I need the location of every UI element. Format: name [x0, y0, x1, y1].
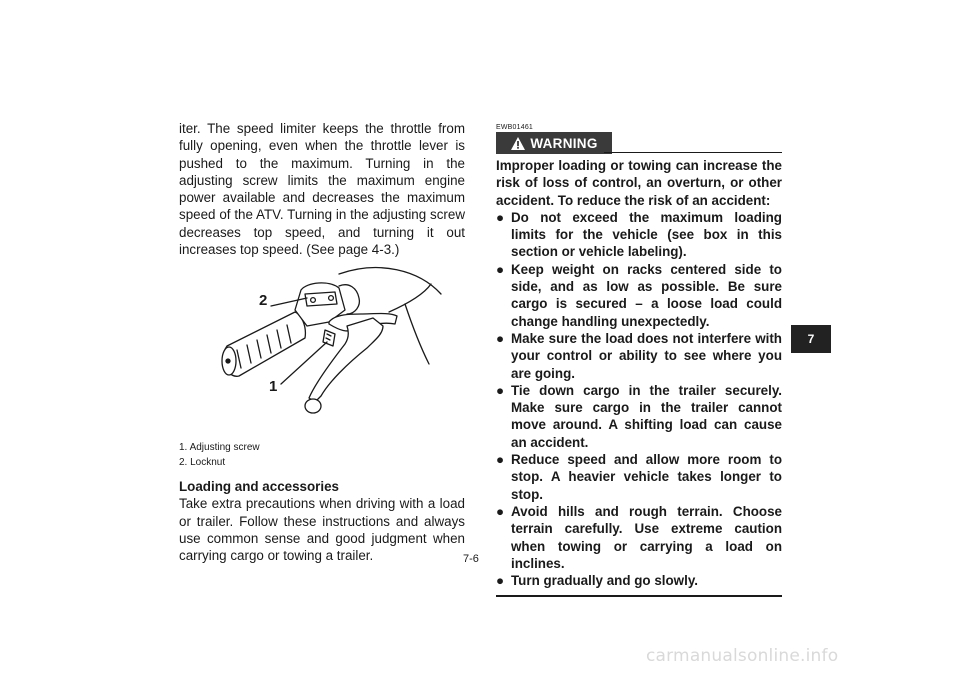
- warning-header: [496, 132, 782, 154]
- throttle-figure: [179, 264, 465, 434]
- bullet-icon: ●: [496, 209, 505, 225]
- chapter-tab[interactable]: 7: [791, 325, 831, 353]
- caption-item: 1. Adjusting screw: [179, 442, 260, 454]
- section-heading: Loading and accessories: [179, 479, 340, 495]
- warning-header-rule: [604, 152, 782, 153]
- warning-bullets: [496, 209, 782, 590]
- page-number: 7-6: [463, 553, 479, 565]
- list-item: ● Reduce speed and allow more room to stop. A heavier vehicle takes longer to stop.: [496, 452, 782, 502]
- figure-label-1: 1: [269, 378, 278, 396]
- warning-intro: Improper loading or towing can increase the risk of loss of control, an overturn, or other accident. To reduce the risk of an accident:: [496, 158, 782, 208]
- intro-paragraph: iter. The speed limiter keeps the throttle from fully opening, even when the throttle lever is pushed to the maximum. Turning in the adjusting screw limits the maximum engine power available and decreases the maximum speed of the ATV. Turning in the adjusting screw decreases top speed, and turning it out increases top speed. (See page 4-3.): [179, 121, 465, 258]
- warning-triangle-icon: [510, 136, 526, 151]
- bullet-icon: ●: [496, 330, 505, 346]
- list-item: ● Make sure the load does not interfere with your control or ability to see where you are going.: [496, 330, 782, 381]
- warning-end-rule: [496, 595, 782, 596]
- warning-body: [496, 157, 782, 589]
- figure-label-2: 2: [259, 292, 268, 310]
- list-item: ● Turn gradually and go slowly.: [496, 573, 698, 589]
- left-column: [179, 120, 465, 565]
- list-item: ● Tie down cargo in the trailer securely. Make sure cargo in the trailer cannot move around. A shifting load can cause an accident.: [496, 382, 782, 450]
- list-item: ● Avoid hills and rough terrain. Choose terrain carefully. Use extreme caution when towing or carrying a load on inclines.: [496, 503, 782, 571]
- bullet-icon: ●: [496, 503, 505, 519]
- bullet-icon: ●: [496, 382, 505, 398]
- warning-code: EWB01461: [496, 124, 534, 131]
- handlebar-illustration: [179, 264, 465, 434]
- warning-badge-label: WARNING: [530, 135, 598, 151]
- list-item: ● Do not exceed the maximum loading limits for the vehicle (see box in this section or vehicle labeling).: [496, 209, 782, 260]
- bullet-icon: ●: [496, 261, 505, 277]
- watermark: carmanualsonline.info: [646, 646, 839, 666]
- bullet-icon: ●: [496, 452, 505, 468]
- list-item: ● Keep weight on racks centered side to side, and as low as possible. Be sure cargo is secured – a loose load could change handling unexpectedly.: [496, 261, 782, 329]
- warning-badge: [496, 132, 612, 154]
- figure-captions: [179, 440, 465, 470]
- section-paragraph: Take extra precautions when driving with a load or trailer. Follow these instructions and always use common sense and good judgment when carrying cargo or towing a trailer.: [179, 496, 465, 564]
- caption-item: 2. Locknut: [179, 457, 226, 469]
- bullet-icon: ●: [496, 573, 505, 589]
- warning-box: [496, 124, 782, 597]
